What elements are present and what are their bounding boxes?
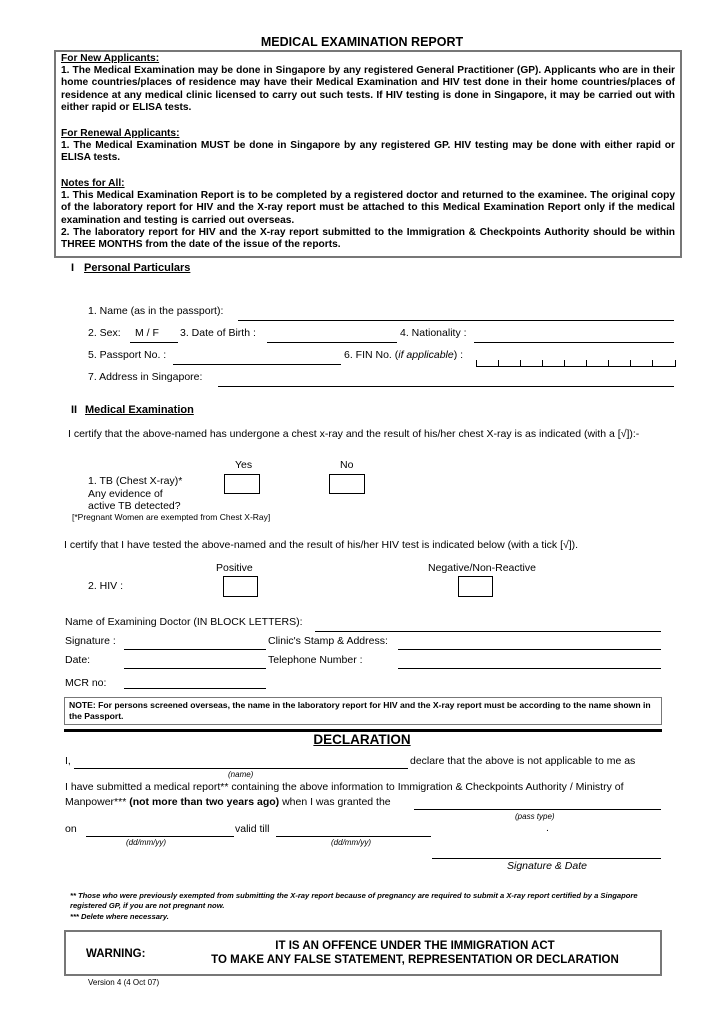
overseas-note: NOTE: For persons screened overseas, the name in the laboratory report for HIV and the X-ray report must be according to the name shown in the Passport. xyxy=(69,700,651,721)
medical-examination-heading: Medical Examination xyxy=(85,404,194,416)
valid-till-field[interactable] xyxy=(276,836,431,837)
pass-type-field[interactable] xyxy=(414,809,661,810)
date-caption-2: (dd/mm/yy) xyxy=(331,838,371,847)
notes-for-all-text-1: 1. This Medical Examination Report is to be completed by a registered doctor and returned to the examinee. The original copy of the laboratory report for HIV and the X-ray report must be attached to this Medical Examination Report only if the medical examination and testing is carried out overseas. xyxy=(61,190,675,226)
notes-for-all-heading: Notes for All: xyxy=(61,178,125,189)
page-title: MEDICAL EXAMINATION REPORT xyxy=(260,35,464,49)
new-applicants-text: 1. The Medical Examination may be done in Singapore by any registered General Practitioner (GP). Applicants who are in their home countries/places of residence may have their Medical Examination and HIV test done in their home countries/places of residence at any medical clinic licensed to carry out such tests. If HIV testing is done in Singapore, it may be carried out with either rapid or ELISA tests. xyxy=(61,65,675,114)
section-i-number: I xyxy=(71,262,75,274)
declarant-name-field[interactable] xyxy=(74,768,408,769)
signature-date-field[interactable] xyxy=(432,858,661,859)
valid-till-label: valid till xyxy=(235,823,270,835)
period-mark: . xyxy=(546,822,549,834)
name-label: 1. Name (as in the passport): xyxy=(88,305,224,317)
granted-date-field[interactable] xyxy=(86,836,234,837)
hiv-label: 2. HIV : xyxy=(88,580,124,592)
no-label: No xyxy=(340,459,354,471)
dob-label: 3. Date of Birth : xyxy=(180,327,256,339)
address-field[interactable] xyxy=(218,386,674,387)
hiv-negative-checkbox[interactable] xyxy=(458,576,493,597)
telephone-field[interactable] xyxy=(398,668,661,669)
clinic-stamp-label: Clinic's Stamp & Address: xyxy=(268,635,388,647)
footnote-1: ** Those who were previously exempted from submitting the X-ray report because of pregnancy are required to submit a X-ray report certified by a Singapore registered GP, if you are not pregnant now. xyxy=(70,891,638,910)
address-label: 7. Address in Singapore: xyxy=(88,371,203,383)
negative-label: Negative/Non-Reactive xyxy=(428,562,536,574)
positive-label: Positive xyxy=(216,562,253,574)
tb-no-checkbox[interactable] xyxy=(329,474,365,494)
fin-label: 6. FIN No. (if applicable) : xyxy=(344,349,464,361)
submitted-line-2: Manpower*** (not more than two years ago) when I was granted the xyxy=(65,796,391,808)
signature-field[interactable] xyxy=(124,649,266,650)
notes-for-all-text-2: 2. The laboratory report for HIV and the X-ray report submitted to the Immigration & Checkpoints Authority should be within THREE MONTHS from the date of the issue of the reports. xyxy=(61,227,675,251)
mcr-field[interactable] xyxy=(124,688,266,689)
warning-box xyxy=(64,930,662,976)
name-field[interactable] xyxy=(238,320,674,321)
submitted-line-1: I have submitted a medical report** containing the above information to Immigration & Checkpoints Authority / Ministry of xyxy=(65,781,624,793)
clinic-stamp-field[interactable] xyxy=(398,649,661,650)
telephone-label: Telephone Number : xyxy=(268,654,363,666)
version-label: Version 4 (4 Oct 07) xyxy=(88,978,160,987)
tb-label-line1: 1. TB (Chest X-ray)* xyxy=(88,475,183,487)
pregnant-note: [*Pregnant Women are exempted from Chest X-Ray] xyxy=(72,512,271,522)
warning-line-1: IT IS AN OFFENCE UNDER THE IMMIGRATION ACT xyxy=(275,940,555,952)
yes-label: Yes xyxy=(235,459,253,471)
dob-field[interactable] xyxy=(267,342,397,343)
overseas-note-box xyxy=(64,697,662,725)
declare-text: declare that the above is not applicable to me as xyxy=(410,755,636,767)
personal-particulars-heading: Personal Particulars xyxy=(84,262,191,274)
sex-label: 2. Sex: xyxy=(88,327,121,339)
signature-date-caption: Signature & Date xyxy=(507,860,587,872)
nationality-field[interactable] xyxy=(474,342,674,343)
new-applicants-heading: For New Applicants: xyxy=(61,53,160,64)
section-ii-number: II xyxy=(71,404,78,416)
name-caption: (name) xyxy=(228,770,254,779)
date-label: Date: xyxy=(65,654,91,666)
pass-type-caption: (pass type) xyxy=(515,812,555,821)
warning-label: WARNING: xyxy=(86,948,146,960)
on-label: on xyxy=(65,823,77,835)
date-field[interactable] xyxy=(124,668,266,669)
mcr-label: MCR no: xyxy=(65,677,107,689)
sex-field[interactable] xyxy=(130,342,178,343)
tb-label-line3: active TB detected? xyxy=(88,500,181,512)
xray-certify-text: I certify that the above-named has undergone a chest x-ray and the result of his/her chest X-ray is as indicated (with a [√]):- xyxy=(68,428,640,440)
hiv-certify-text: I certify that I have tested the above-named and the result of his/her HIV test is indicated below (with a tick [√]). xyxy=(64,539,579,551)
sex-options[interactable]: M / F xyxy=(135,327,159,339)
passport-field[interactable] xyxy=(173,364,341,365)
nationality-label: 4. Nationality : xyxy=(400,327,467,339)
doctor-name-label: Name of Examining Doctor (IN BLOCK LETTERS): xyxy=(65,616,303,628)
footnote-2: *** Delete where necessary. xyxy=(70,912,169,921)
tb-yes-checkbox[interactable] xyxy=(224,474,260,494)
renewal-applicants-heading: For Renewal Applicants: xyxy=(61,128,180,139)
passport-label: 5. Passport No. : xyxy=(88,349,167,361)
renewal-applicants-text: 1. The Medical Examination MUST be done in Singapore by any registered GP. HIV testing may be done with either rapid or ELISA tests. xyxy=(61,140,675,164)
doctor-name-field[interactable] xyxy=(315,631,661,632)
declaration-heading: DECLARATION xyxy=(313,732,411,747)
hiv-positive-checkbox[interactable] xyxy=(223,576,258,597)
notes-box xyxy=(54,50,682,258)
tb-label-line2: Any evidence of xyxy=(88,488,163,500)
signature-label: Signature : xyxy=(65,635,116,647)
warning-line-2: TO MAKE ANY FALSE STATEMENT, REPRESENTATION OR DECLARATION xyxy=(211,954,619,966)
fin-field[interactable] xyxy=(476,356,676,367)
date-caption-1: (dd/mm/yy) xyxy=(126,838,166,847)
declaration-i-label: I, xyxy=(65,755,71,767)
